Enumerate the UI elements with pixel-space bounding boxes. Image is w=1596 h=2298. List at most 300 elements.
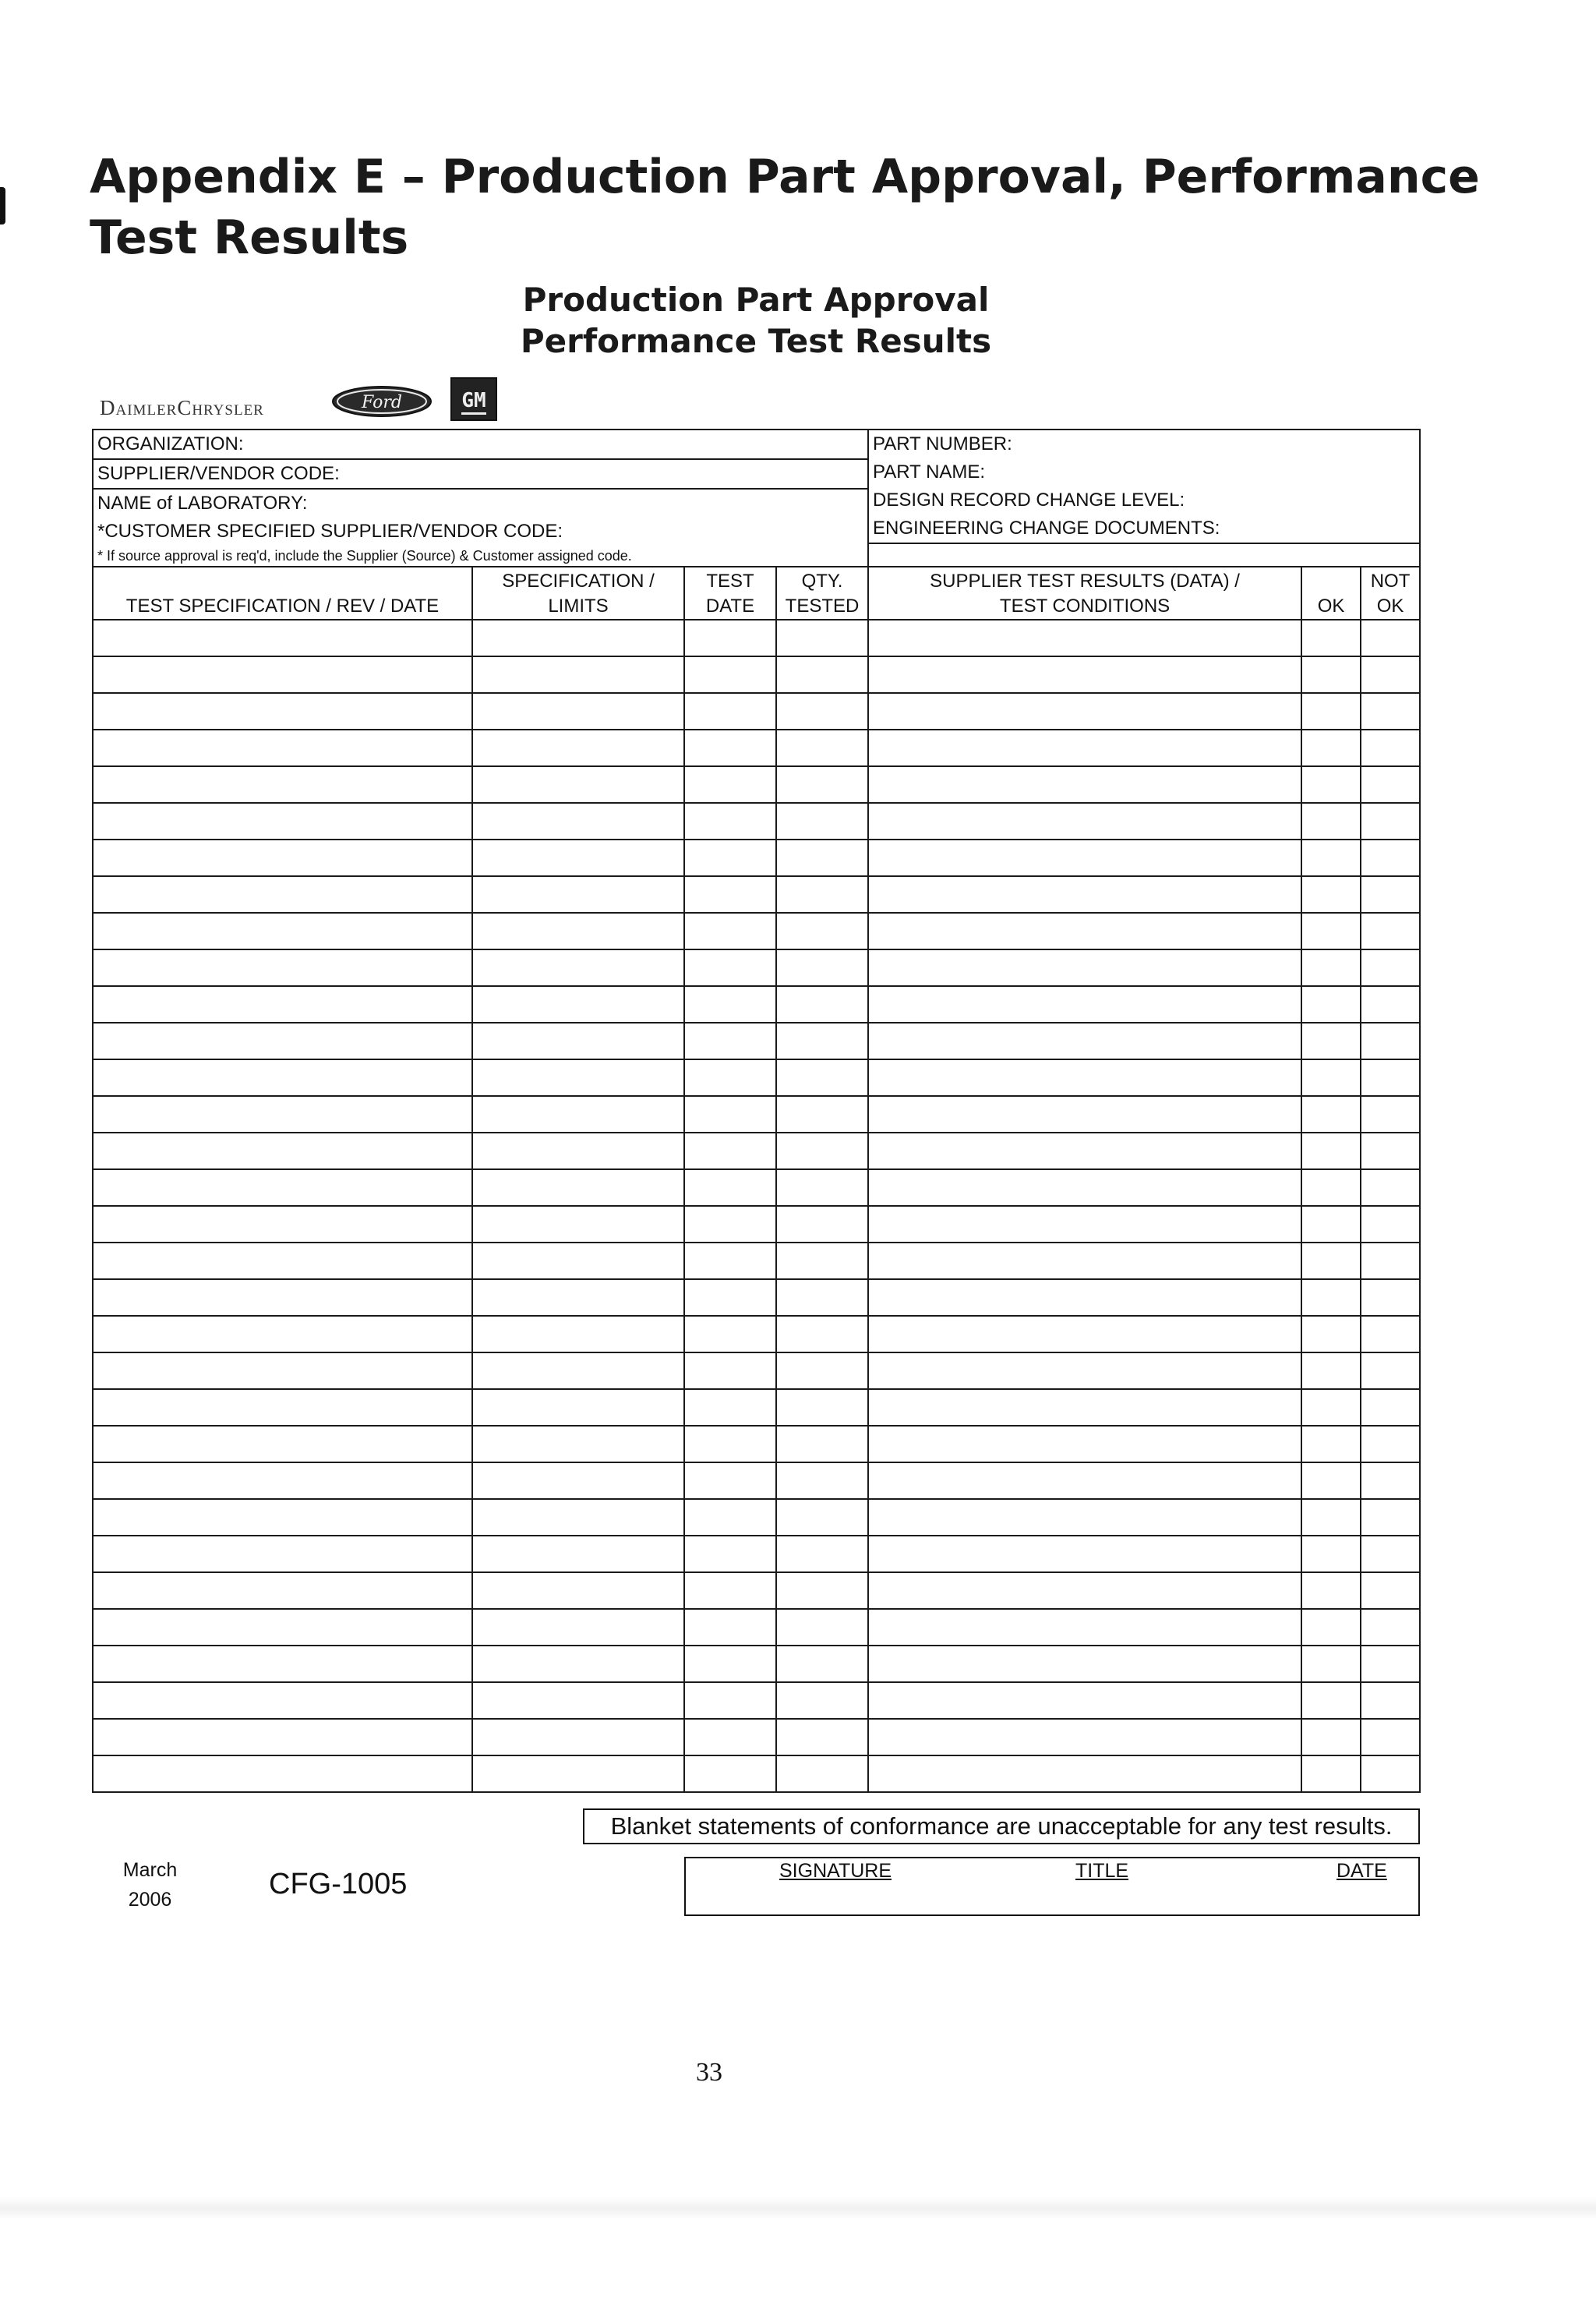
table-row <box>93 840 1420 876</box>
cell-test-date[interactable] <box>684 1279 776 1316</box>
col-ok-label: OK <box>1317 596 1345 617</box>
cell-test-date[interactable] <box>684 876 776 913</box>
cell-qty-tested[interactable] <box>776 876 868 913</box>
cell-qty-tested[interactable] <box>776 1206 868 1243</box>
cell-ok[interactable] <box>1301 693 1361 730</box>
cell-not-ok[interactable] <box>1361 766 1420 803</box>
table-row <box>93 620 1420 656</box>
col-test-date-line-1: TEST <box>706 571 754 592</box>
cell-ok[interactable] <box>1301 1316 1361 1352</box>
cell-ok[interactable] <box>1301 1426 1361 1462</box>
cell-spec-limits[interactable] <box>472 986 684 1023</box>
cell-spec-limits[interactable] <box>472 1169 684 1206</box>
cell-not-ok[interactable] <box>1361 1572 1420 1609</box>
cell-test-spec[interactable] <box>93 1243 472 1279</box>
cell-test-spec[interactable] <box>93 730 472 766</box>
cell-qty-tested[interactable] <box>776 1755 868 1792</box>
cell-test-date[interactable] <box>684 949 776 986</box>
cell-test-date[interactable] <box>684 1206 776 1243</box>
table-row <box>93 803 1420 840</box>
col-not-ok <box>1361 567 1420 620</box>
cell-not-ok[interactable] <box>1361 1389 1420 1426</box>
cell-ok[interactable] <box>1301 986 1361 1023</box>
cell-spec-limits[interactable] <box>472 949 684 986</box>
cell-test-date[interactable] <box>684 1023 776 1059</box>
cell-test-date[interactable] <box>684 986 776 1023</box>
col-test-date-line-2: DATE <box>705 596 755 617</box>
table-row <box>93 1646 1420 1682</box>
revision-date <box>109 1855 191 1914</box>
title-label: TITLE <box>1075 1860 1129 1882</box>
col-not-ok-line-2: OK <box>1376 596 1404 617</box>
cell-test-results[interactable] <box>868 1572 1301 1609</box>
cell-not-ok[interactable] <box>1361 1462 1420 1499</box>
table-row <box>93 986 1420 1023</box>
design-level-field[interactable]: DESIGN RECORD CHANGE LEVEL: <box>873 490 1185 511</box>
cell-qty-tested[interactable] <box>776 1682 868 1719</box>
cell-spec-limits[interactable] <box>472 1682 684 1719</box>
source-approval-note: * If source approval is req'd, include the Supplier (Source) & Customer assigned code. <box>97 548 632 564</box>
signature-box[interactable] <box>684 1857 1420 1916</box>
cell-qty-tested[interactable] <box>776 1059 868 1096</box>
cell-test-spec[interactable] <box>93 803 472 840</box>
date-label: DATE <box>1336 1860 1387 1882</box>
cell-spec-limits[interactable] <box>472 1316 684 1352</box>
cell-test-date[interactable] <box>684 620 776 656</box>
cell-not-ok[interactable] <box>1361 1719 1420 1755</box>
cell-ok[interactable] <box>1301 1682 1361 1719</box>
performance-test-form <box>92 429 1421 1793</box>
cell-test-results[interactable] <box>868 949 1301 986</box>
cell-qty-tested[interactable] <box>776 1279 868 1316</box>
cell-ok[interactable] <box>1301 1023 1361 1059</box>
cell-test-results[interactable] <box>868 766 1301 803</box>
cell-test-date[interactable] <box>684 913 776 949</box>
cell-test-date[interactable] <box>684 1352 776 1389</box>
cell-spec-limits[interactable] <box>472 840 684 876</box>
cell-spec-limits[interactable] <box>472 1023 684 1059</box>
cell-test-date[interactable] <box>684 803 776 840</box>
cell-ok[interactable] <box>1301 876 1361 913</box>
cell-spec-limits[interactable] <box>472 1096 684 1133</box>
cell-qty-tested[interactable] <box>776 1536 868 1572</box>
cell-test-spec[interactable] <box>93 693 472 730</box>
cell-ok[interactable] <box>1301 766 1361 803</box>
cell-test-spec[interactable] <box>93 1755 472 1792</box>
cell-test-spec[interactable] <box>93 1023 472 1059</box>
cell-not-ok[interactable] <box>1361 1059 1420 1096</box>
cell-test-spec[interactable] <box>93 840 472 876</box>
col-results-line-1: SUPPLIER TEST RESULTS (DATA) / <box>930 571 1240 592</box>
cell-spec-limits[interactable] <box>472 1536 684 1572</box>
cell-qty-tested[interactable] <box>776 1719 868 1755</box>
cell-not-ok[interactable] <box>1361 1243 1420 1279</box>
cell-not-ok[interactable] <box>1361 1169 1420 1206</box>
table-row <box>93 1133 1420 1169</box>
cell-test-spec[interactable] <box>93 913 472 949</box>
col-spec-limits <box>472 567 684 620</box>
cell-qty-tested[interactable] <box>776 730 868 766</box>
cell-not-ok[interactable] <box>1361 1096 1420 1133</box>
col-test-spec <box>93 567 472 620</box>
cell-test-spec[interactable] <box>93 1426 472 1462</box>
cell-not-ok[interactable] <box>1361 693 1420 730</box>
laboratory-field[interactable]: NAME of LABORATORY: <box>97 493 308 514</box>
cell-ok[interactable] <box>1301 1206 1361 1243</box>
cell-test-results[interactable] <box>868 693 1301 730</box>
cell-test-date[interactable] <box>684 1719 776 1755</box>
table-row <box>93 1719 1420 1755</box>
cell-qty-tested[interactable] <box>776 1426 868 1462</box>
cell-qty-tested[interactable] <box>776 693 868 730</box>
cell-test-results[interactable] <box>868 1096 1301 1133</box>
cell-test-spec[interactable] <box>93 1389 472 1426</box>
cell-qty-tested[interactable] <box>776 1316 868 1352</box>
page-title-line-2: Test Results <box>90 210 409 265</box>
cell-not-ok[interactable] <box>1361 913 1420 949</box>
cell-not-ok[interactable] <box>1361 1426 1420 1462</box>
cell-test-spec[interactable] <box>93 766 472 803</box>
cell-test-results[interactable] <box>868 1059 1301 1096</box>
cell-test-results[interactable] <box>868 730 1301 766</box>
cell-test-spec[interactable] <box>93 1572 472 1609</box>
cell-spec-limits[interactable] <box>472 766 684 803</box>
cell-test-spec[interactable] <box>93 1609 472 1646</box>
cell-test-date[interactable] <box>684 656 776 693</box>
cell-not-ok[interactable] <box>1361 949 1420 986</box>
cell-test-results[interactable] <box>868 1316 1301 1352</box>
cell-spec-limits[interactable] <box>472 1426 684 1462</box>
cell-qty-tested[interactable] <box>776 840 868 876</box>
cell-spec-limits[interactable] <box>472 1646 684 1682</box>
cell-qty-tested[interactable] <box>776 1389 868 1426</box>
cell-ok[interactable] <box>1301 1169 1361 1206</box>
cell-test-spec[interactable] <box>93 1682 472 1719</box>
cell-spec-limits[interactable] <box>472 730 684 766</box>
col-qty-tested <box>776 567 868 620</box>
cell-test-spec[interactable] <box>93 1133 472 1169</box>
cell-test-date[interactable] <box>684 1243 776 1279</box>
table-row <box>93 1169 1420 1206</box>
cell-test-date[interactable] <box>684 1572 776 1609</box>
table-row <box>93 1462 1420 1499</box>
cell-spec-limits[interactable] <box>472 1389 684 1426</box>
col-test-results <box>868 567 1301 620</box>
table-row <box>93 876 1420 913</box>
cell-test-results[interactable] <box>868 1206 1301 1243</box>
cell-test-date[interactable] <box>684 1609 776 1646</box>
table-row <box>93 1572 1420 1609</box>
cell-not-ok[interactable] <box>1361 1499 1420 1536</box>
form-header-row <box>93 430 1420 567</box>
cell-ok[interactable] <box>1301 1133 1361 1169</box>
cell-spec-limits[interactable] <box>472 1206 684 1243</box>
cell-spec-limits[interactable] <box>472 1719 684 1755</box>
cell-test-spec[interactable] <box>93 986 472 1023</box>
table-row <box>93 1243 1420 1279</box>
cell-ok[interactable] <box>1301 913 1361 949</box>
cell-spec-limits[interactable] <box>472 1059 684 1096</box>
cell-qty-tested[interactable] <box>776 620 868 656</box>
cell-test-results[interactable] <box>868 1023 1301 1059</box>
cell-test-spec[interactable] <box>93 1462 472 1499</box>
scan-shadow <box>0 2197 1596 2220</box>
cell-test-date[interactable] <box>684 1646 776 1682</box>
cell-spec-limits[interactable] <box>472 1572 684 1609</box>
table-row <box>93 913 1420 949</box>
cell-ok[interactable] <box>1301 1389 1361 1426</box>
cell-ok[interactable] <box>1301 1279 1361 1316</box>
cell-test-date[interactable] <box>684 1682 776 1719</box>
cell-spec-limits[interactable] <box>472 1609 684 1646</box>
cell-qty-tested[interactable] <box>776 1462 868 1499</box>
cell-test-spec[interactable] <box>93 656 472 693</box>
cell-ok[interactable] <box>1301 1059 1361 1096</box>
cell-ok[interactable] <box>1301 1536 1361 1572</box>
cell-test-results[interactable] <box>868 1352 1301 1389</box>
cell-qty-tested[interactable] <box>776 1169 868 1206</box>
table-row <box>93 1536 1420 1572</box>
cell-qty-tested[interactable] <box>776 913 868 949</box>
cell-ok[interactable] <box>1301 620 1361 656</box>
cell-qty-tested[interactable] <box>776 1646 868 1682</box>
cell-ok[interactable] <box>1301 1719 1361 1755</box>
cell-qty-tested[interactable] <box>776 986 868 1023</box>
col-ok <box>1301 567 1361 620</box>
cell-test-results[interactable] <box>868 1609 1301 1646</box>
cell-qty-tested[interactable] <box>776 1096 868 1133</box>
table-row <box>93 1316 1420 1352</box>
cell-test-spec[interactable] <box>93 1169 472 1206</box>
cell-test-results[interactable] <box>868 913 1301 949</box>
table-row <box>93 1352 1420 1389</box>
cell-qty-tested[interactable] <box>776 766 868 803</box>
cell-spec-limits[interactable] <box>472 803 684 840</box>
table-row <box>93 1096 1420 1133</box>
cell-ok[interactable] <box>1301 730 1361 766</box>
cell-test-spec[interactable] <box>93 1059 472 1096</box>
table-row <box>93 1609 1420 1646</box>
scan-edge-mark <box>0 187 5 224</box>
supplier-info-cell <box>93 430 868 567</box>
cell-test-date[interactable] <box>684 1755 776 1792</box>
cell-test-spec[interactable] <box>93 1352 472 1389</box>
cell-qty-tested[interactable] <box>776 1352 868 1389</box>
cell-test-results[interactable] <box>868 620 1301 656</box>
col-results-line-2: TEST CONDITIONS <box>999 596 1171 617</box>
cell-spec-limits[interactable] <box>472 1755 684 1792</box>
col-test-spec-label: TEST SPECIFICATION / REV / DATE <box>125 596 440 617</box>
cell-test-results[interactable] <box>868 1169 1301 1206</box>
cell-spec-limits[interactable] <box>472 656 684 693</box>
cell-not-ok[interactable] <box>1361 1682 1420 1719</box>
col-test-date <box>684 567 776 620</box>
page-number: 33 <box>696 2058 722 2087</box>
cell-qty-tested[interactable] <box>776 656 868 693</box>
cell-test-results[interactable] <box>868 1426 1301 1462</box>
cell-test-spec[interactable] <box>93 1316 472 1352</box>
cell-test-results[interactable] <box>868 1462 1301 1499</box>
cell-test-results[interactable] <box>868 1536 1301 1572</box>
cell-test-date[interactable] <box>684 1169 776 1206</box>
cell-ok[interactable] <box>1301 949 1361 986</box>
cell-qty-tested[interactable] <box>776 949 868 986</box>
cell-test-results[interactable] <box>868 1243 1301 1279</box>
cell-test-results[interactable] <box>868 876 1301 913</box>
cell-ok[interactable] <box>1301 1243 1361 1279</box>
cell-spec-limits[interactable] <box>472 1462 684 1499</box>
cell-test-results[interactable] <box>868 1133 1301 1169</box>
cell-test-date[interactable] <box>684 1133 776 1169</box>
cell-qty-tested[interactable] <box>776 1572 868 1609</box>
page-title-line-1: Appendix E – Production Part Approval, Performance <box>90 150 1480 204</box>
cell-spec-limits[interactable] <box>472 1243 684 1279</box>
ford-logo <box>331 385 433 418</box>
cell-test-date[interactable] <box>684 766 776 803</box>
cell-ok[interactable] <box>1301 1352 1361 1389</box>
cell-test-results[interactable] <box>868 840 1301 876</box>
cell-ok[interactable] <box>1301 1462 1361 1499</box>
cell-not-ok[interactable] <box>1361 1206 1420 1243</box>
form-code: CFG-1005 <box>269 1868 408 1900</box>
cell-test-date[interactable] <box>684 1059 776 1096</box>
table-row <box>93 949 1420 986</box>
daimlerchrysler-logo: DaimlerChrysler <box>100 396 264 419</box>
form-title-line-2: Performance Test Results <box>520 322 992 360</box>
table-row <box>93 1389 1420 1426</box>
cell-spec-limits[interactable] <box>472 1352 684 1389</box>
eng-docs-field[interactable]: ENGINEERING CHANGE DOCUMENTS: <box>869 514 1419 544</box>
cell-test-spec[interactable] <box>93 1536 472 1572</box>
cell-spec-limits[interactable] <box>472 1133 684 1169</box>
cell-qty-tested[interactable] <box>776 1023 868 1059</box>
cell-test-results[interactable] <box>868 803 1301 840</box>
cell-ok[interactable] <box>1301 1646 1361 1682</box>
cell-spec-limits[interactable] <box>472 1499 684 1536</box>
table-row <box>93 656 1420 693</box>
part-number-field[interactable]: PART NUMBER: <box>873 433 1012 454</box>
cell-test-date[interactable] <box>684 1462 776 1499</box>
gm-logo <box>450 377 497 421</box>
cell-test-spec[interactable] <box>93 949 472 986</box>
table-row <box>93 1206 1420 1243</box>
cell-qty-tested[interactable] <box>776 1609 868 1646</box>
col-not-ok-line-1: NOT <box>1370 571 1411 592</box>
col-spec-limits-line-2: LIMITS <box>548 596 609 617</box>
cell-test-results[interactable] <box>868 656 1301 693</box>
cell-spec-limits[interactable] <box>472 876 684 913</box>
cell-ok[interactable] <box>1301 840 1361 876</box>
cell-ok[interactable] <box>1301 1609 1361 1646</box>
cell-test-results[interactable] <box>868 1499 1301 1536</box>
cell-test-date[interactable] <box>684 840 776 876</box>
cell-not-ok[interactable] <box>1361 1646 1420 1682</box>
cell-test-results[interactable] <box>868 1682 1301 1719</box>
cell-not-ok[interactable] <box>1361 1352 1420 1389</box>
table-row <box>93 693 1420 730</box>
cell-not-ok[interactable] <box>1361 876 1420 913</box>
cell-qty-tested[interactable] <box>776 1133 868 1169</box>
cell-test-spec[interactable] <box>93 1096 472 1133</box>
cell-test-spec[interactable] <box>93 1279 472 1316</box>
form-title-line-1: Production Part Approval <box>522 281 990 319</box>
table-row <box>93 1279 1420 1316</box>
cell-test-date[interactable] <box>684 1499 776 1536</box>
cell-test-results[interactable] <box>868 1279 1301 1316</box>
cell-test-results[interactable] <box>868 986 1301 1023</box>
cell-ok[interactable] <box>1301 803 1361 840</box>
signature-label: SIGNATURE <box>779 1860 892 1882</box>
cell-test-spec[interactable] <box>93 620 472 656</box>
cell-not-ok[interactable] <box>1361 1133 1420 1169</box>
cell-ok[interactable] <box>1301 1096 1361 1133</box>
cell-spec-limits[interactable] <box>472 620 684 656</box>
cell-test-date[interactable] <box>684 693 776 730</box>
cell-not-ok[interactable] <box>1361 986 1420 1023</box>
cell-test-spec[interactable] <box>93 876 472 913</box>
cell-spec-limits[interactable] <box>472 1279 684 1316</box>
cell-not-ok[interactable] <box>1361 1536 1420 1572</box>
part-name-field[interactable]: PART NAME: <box>873 461 986 483</box>
customer-code-field[interactable]: *CUSTOMER SPECIFIED SUPPLIER/VENDOR CODE: <box>97 521 563 542</box>
revision-year: 2006 <box>128 1889 172 1911</box>
table-row <box>93 766 1420 803</box>
table-row <box>93 1426 1420 1462</box>
cell-test-spec[interactable] <box>93 1499 472 1536</box>
cell-test-date[interactable] <box>684 1389 776 1426</box>
col-qty-line-1: QTY. <box>801 571 843 592</box>
organization-field[interactable]: ORGANIZATION: <box>94 430 867 460</box>
col-spec-limits-line-1: SPECIFICATION / <box>502 571 655 592</box>
cell-test-date[interactable] <box>684 1536 776 1572</box>
cell-ok[interactable] <box>1301 656 1361 693</box>
cell-not-ok[interactable] <box>1361 656 1420 693</box>
cell-not-ok[interactable] <box>1361 803 1420 840</box>
table-row <box>93 1023 1420 1059</box>
cell-test-spec[interactable] <box>93 1646 472 1682</box>
cell-not-ok[interactable] <box>1361 730 1420 766</box>
cell-qty-tested[interactable] <box>776 1243 868 1279</box>
supplier-code-field[interactable]: SUPPLIER/VENDOR CODE: <box>94 460 867 490</box>
cell-qty-tested[interactable] <box>776 803 868 840</box>
cell-test-results[interactable] <box>868 1646 1301 1682</box>
cell-test-date[interactable] <box>684 730 776 766</box>
cell-not-ok[interactable] <box>1361 1316 1420 1352</box>
ford-logo-text: Ford <box>362 393 402 412</box>
cell-not-ok[interactable] <box>1361 620 1420 656</box>
cell-spec-limits[interactable] <box>472 693 684 730</box>
cell-not-ok[interactable] <box>1361 1755 1420 1792</box>
cell-qty-tested[interactable] <box>776 1499 868 1536</box>
cell-not-ok[interactable] <box>1361 1023 1420 1059</box>
cell-test-results[interactable] <box>868 1389 1301 1426</box>
column-header-row <box>93 567 1420 620</box>
cell-not-ok[interactable] <box>1361 840 1420 876</box>
cell-test-spec[interactable] <box>93 1719 472 1755</box>
cell-spec-limits[interactable] <box>472 913 684 949</box>
cell-test-date[interactable] <box>684 1096 776 1133</box>
cell-not-ok[interactable] <box>1361 1279 1420 1316</box>
cell-test-results[interactable] <box>868 1719 1301 1755</box>
cell-not-ok[interactable] <box>1361 1609 1420 1646</box>
cell-test-results[interactable] <box>868 1755 1301 1792</box>
cell-test-spec[interactable] <box>93 1206 472 1243</box>
cell-ok[interactable] <box>1301 1755 1361 1792</box>
cell-ok[interactable] <box>1301 1499 1361 1536</box>
cell-test-date[interactable] <box>684 1426 776 1462</box>
cell-test-date[interactable] <box>684 1316 776 1352</box>
cell-ok[interactable] <box>1301 1572 1361 1609</box>
